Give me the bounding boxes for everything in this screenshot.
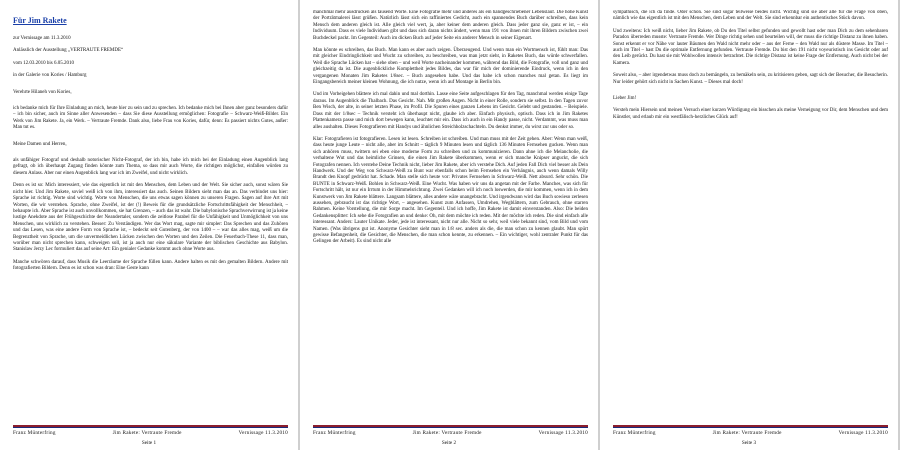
page-3-content [613,10,888,422]
footer-rule [13,425,288,427]
footer-rule [613,425,888,427]
page-2 [300,0,598,450]
footer-date: Vernissage 11.3.2010 [838,430,888,436]
paragraph: Klar: Fotografieren ist fotografieren. Lesen ist lesen. Schreiben ist schreiben. Und man muss mit der Zeit gehen. Aber: Wenn man weiß, dass heute junge Leute – nicht alle, aber im Schnitt – täglich 9 Minuten lesen und täglich 136 Minuten Fernsehen gucken. Wenn man sich anhören muss, twittern sei eben eine moderne Form zu schreiben und zu kommunizieren. Dann ahne ich die Melancholie, die verhaltene Wut und das heimliche Grinsen, die einen Jim Rakete überkommen, wenn er sich manche Knipser anguckt, die sich Fotografen nennen. Ich verstehe Deine Technik nicht, lieber Jim Rakete, aber ich verstehe Dich. Auf jeden Fall Dich viel besser als Dein Handwerk. Und der Weg von Schwarz-Weiß zu Bunt war ebenfalls schon beim Fernsehen ein Verhängnis, auch wenn damals Willy Brandt den Knopf gedrückt hat. Schade. Man stelle sich heute vor: Privates Fernsehen in Schwarz-Weiß. Nett absurd. Sehr schön. Die BUNTE in Schwarz-Weiß. Bohlen in Schwarz-Weiß. Eine Wucht. Was haben wir uns da angetan mit der Farbe. Manches, was sich für Fortschritt hält, ist nur ein Irrtum in der Himmelsrichtung. Zwei Gedanken will ich noch loswerden, die mir kommen, wenn ich in dem Kunstwerk von Jim Rakete blättere. Langsam blättere, alles andere wäre unangebracht. Und irgendwann wird das Buch sowieso zerlesen aussehen, gebraucht ist das richtige Wort, – angesehen. Kunst zum Anfassen, Umdrehen, Wegblättern, zum Gebrauch, ohne starren Rahmen. Keine Vorstellung, die mir Sorge macht. Im Gegenteil. Und ich hoffe, Jim Rakete ist damit einverstanden. Also: Die beiden Gedankensplitter: Ich sehe die Fotografien an und denke: Oh, mit dem möchte ich reden. Mit der möchte ich reden. Die sind einfach alle interessant. Anders: Lauter Unikate. Jeder, jede ist interessant, nicht nur alle. Nicht so sehr, weil viele bekannt sind, vom Bild und vom Namen. (Was übrigens gut ist. Anonyme Gesichter sieht man in 1/8 sec. anders als die, die man schon zu kennen glaubt. Man spürt gewisse Befangenheit, die Gesichter, die Menschen, die man schon kennte, zu erkennen. – Ein wichtiger, wohl zentraler Punkt für das Gelingen der Arbeit). Es sind nicht alle [313,136,588,245]
paragraph: Manche schwören darauf, dass Musik die Leerräume der Sprache füllen kann. Andere halten es mit den gemalten Bildern. Andere mit fotografierten Bildern. Denn es ist schon was dran: Eine Geste kann [13,259,288,272]
paragraph: ich bedanke mich für Ihre Einladung an mich, heute hier zu sein und zu sprechen. Ich bedanke mich bei Ihnen aber ganz besonders dafür – ich bin sicher, auch im Sinne aller Anwesenden – dass Sie diese Ausstellung ermöglichen: Fotografie – Schwarz-Weiß-Bilder. Ein Werk von Jim Rakete. Ja, ein Werk. – Vertraute Fremde. Dank also, liebe Frau von Kories, dafür, denn: Es passiert nichts Gutes, außer: Man tut es. [13,106,288,131]
paragraph: Denn es ist so: Mich interessiert, wie das eigentlich ist mit den Menschen, dem Leben und der Welt. Sie sicher auch, sonst wären Sie nicht hier. Und Jim Rakete, soviel weiß ich von ihm, interessiert das auch. Seinen Bildern sieht man das an. Das verbindet uns hier: Sprache ist richtig. Worte sind wichtig. Worte von Menschen, die uns etwas sagen können zu unseren Fragen. Sagen auf ihre Art mit Worten, die wir verstehen. Sprache, ohne Zweifel, ist der (!) Beweis für die grundsätzliche Fortschrittsfähigkeit der Menschheit, – behaupte ich. Aber Sprache ist auch unvollkommen, sie hat Grenzen, – auch das ist wahr. Die babylonische Sprachverwirrung ist ja keine lustige Anekdote aus der Frühgeschichte der Neandertaler, sondern die zeitlose Parabel für die Unfähigkeit und Unmöglichkeit von uns Menschen, uns wirklich zu verstehen. Besser: Zu Verständigen. Wer das Wort mag, sagte mir simpler: Das Sprechen und das Zuhören und das Lesen, was eine andere Form von Sprache ist, – bedeckt seit Gutenberg, der von 1400 – – war das alles mag, weiß um die Begrenztheit von Sprache, um die unvermeidlichen Lücken zwischen den Worten und den Zeilen. Die Feuerbach-These 11, dass man, worüber man nicht sprechen kann, schweigen soll, ist ja auch nur eine säkulare Variante der biblischen Geschichte aus Babylon. Stanislaw Jerzy Lec formuliert das auf seine Art: Ein genialer Gedanke kommt auch ohne Worte aus. [13,183,288,253]
footer-title: Jim Rakete: Vertraute Fremde [112,430,182,436]
meta-exhibition: Anlässlich der Ausstellung „VERTRAUTE FREMDE“ [13,48,124,54]
footer-title: Jim Rakete: Vertraute Fremde [712,430,782,436]
footer-author: Franz Münterfring [13,430,56,436]
footer-date: Vernissage 11.3.2010 [538,430,588,436]
closing-paragraph: Versteh mein Hiersein und meinen Versuch einer kurzen Würdigung ein bisschen als meine Verneigung vor Dir, dem Menschen und dem Künstler, und erlaub mir ein westfälisch-herzliches Glück auf! [613,108,888,120]
meta-gallery: in der Galerie von Kories / Hamburg [13,73,87,79]
footer-author: Franz Münterfring [313,430,356,436]
page-footer [13,430,288,436]
footer-date: Vernissage 11.3.2010 [238,430,288,436]
page-3 [600,0,898,450]
salutation: Meine Damen und Herren, [13,141,67,147]
footer-author: Franz Münterfring [613,430,656,436]
paragraph: manchmal mehr ausdrücken als tausend Worte. Eine Fotografie mehr und anderes als ein handgeschriebener Lebenslauf. Die hohe Kunst der Porträtmalerei lässt grüßen. Natürlich lässt sich ein raffiniertes Gedicht, auch ein spannendes Buch darüber schreiben, dass kein Mensch dem anderen gleich ist. Alle gleich viel wert, ja, aber keiner dem anderen gleich. Dass jeder ganz sie, ganz er ist, – ein Individuum. Dass es viele Individuen gibt und dass sich daran nichts ändert, wenn man 191 von ihnen mit ihren Bildern zwischen zwei Buchdeckel packt. Im Gegenteil: Auch im dicken Buch auf jeder Seite ein anderer Mensch in seiner Eigenart. [313,10,588,41]
paragraph: Und im Vorbeigehen blättere ich mal dahin und mal dorthin. Lasse eine Seite aufgeschlagen für den Tag, manchmal werden einige Tage daraus. Im Augenblick die Thalbach. Das Gesicht. Nah. Mit großen Augen. Nicht in einer Rolle, sondern sie selbst. In den Tagen zuvor Ben Wisch, der alte, in seiner letzten Phase, im Profil. Die Spuren eines ganzen Lebens im Gesicht. Gelebt und gestanden. – Beispiele. Dass mit der 1/8sec – Technik versteht ich überhaupt nicht, glaube ich aber. Einfach physisch, optisch. Dass ich in Jim Raketes Plattenkamera passe und mich dort bewegen kann, leuchtet mir ein. Dass ich auch in ein Handy passe, nicht. Verdammt, was muss man alles aushalten. Dieses Fotografieren mit Handys und ähnlichen Streichholzschachteln. Du denkst immer, du wirst zur uns oder so. [313,92,588,130]
paragraph: als unfähiger Fotograf und deshalb notorischer Nicht-Fotograf, der ich bin, habe ich mich bei der Einladung einen Augenblick lang gefragt, ob ich überhaupt Zugang finden könnte zum Thema, so dass mir auch Worte, die richtigen möglichst, einfallen würden zu diesem Anlass. Aber nur einen Augenblick lang war ich im Zweifel, und nicht wirklich. [13,158,288,176]
page-1 [0,0,298,450]
footer-rule [313,425,588,427]
paragraph: Man könnte es schreiben, das Buch. Man kann es aber auch zeigen. Überzeugend. Und wenn man ein Wortmensch ist, fühlt man: Das mit gleicher Eindringlichkeit und Wucht zu schreiben, zu beschreiben, was man jetzt sieht, in Raketes Buch, das würde schwerfallen. Weil die Sprache Lücken hat – siehe oben – und weil Worte nacheinander kommen, während das Bild, die Fotografie, voll und ganz und gleichzeitig da ist. Die augenblickliche Komplettheit jedes Bildes, das war für mich der dominierende Eindruck, wenn ich in den vergangenen Monaten Jim Raketes 1/8sec. – Buch angesehen habe. Und das habe ich schon manches mal getan. Es liegt im Eingangsbereich meiner kleinen Wohnung, die ich nutze, wenn ich auf Montage in Berlin bin. [313,48,588,86]
paragraph: Soweit also, – aber irgendetwas muss doch zu bemängeln, zu bemäkeln sein, zu kritisieren geben, sagt sich der Besucher, die Besucherin. Nur leider gehört sich nicht in Sachen Kunst. – Dieses mal doch! [613,73,888,85]
page-2-content [313,10,588,422]
salutation: Lieber Jim! [613,96,637,102]
meta-vernissage: zur Vernissage am 11.3.2010 [13,36,71,41]
page-number: Seite 1 [141,440,157,446]
speech-title: Für Jim Rakete [13,16,67,25]
page-number: Seite 3 [741,440,757,446]
page-1-content [13,10,288,422]
page-footer [613,430,888,436]
footer-title: Jim Rakete: Vertraute Fremde [412,430,482,436]
paragraph: sympathisch, die ich da finde. Oder schön. Sie sind sogar teilweise beides nicht. Wichtig sind sie aber alle für die Frage von oben, nämlich wie das eigentlich ist mit den Menschen, dem Leben und der Welt. Sie sind erkennbar ein authentisches Stück davon. [613,10,888,22]
meta-dates: vom 12.03.2010 bis 6.05.2010 [13,60,74,66]
page-number: Seite 2 [441,440,457,446]
salutation: Verehrte Hilaneh von Kories, [13,89,72,95]
page-footer [313,430,588,436]
paragraph: Und zweitens: Ich weiß nicht, lieber Jim Rakete, ob Du den Titel selbst gefunden und gewollt hast oder man Dich zu dem sehenbaren Paradox überreden musste: Vertraute Fremde. Wer Dinge richtig sehen und beurteilen will, der muss die richtige Distanz zu ihnen haben. Sonst erkennt er vor Nähe vor lauter Bäumen den Wald nicht mehr oder – aus der Ferne – den Wald nur als düstere Masse. Im Titel – auch im Titel – hast Du die optimale Entfernung gefunden. Vertraute Fremde. Du bist den 191 nicht voyeuristisch ins Gesicht oder auf den Leib gerückt. Du hast sie mit Wohlwollen intensiv betrachtet. Die richtige Distanz ist keine Frage der Entfernung. Auch nicht bei der Kamera. [613,28,888,66]
